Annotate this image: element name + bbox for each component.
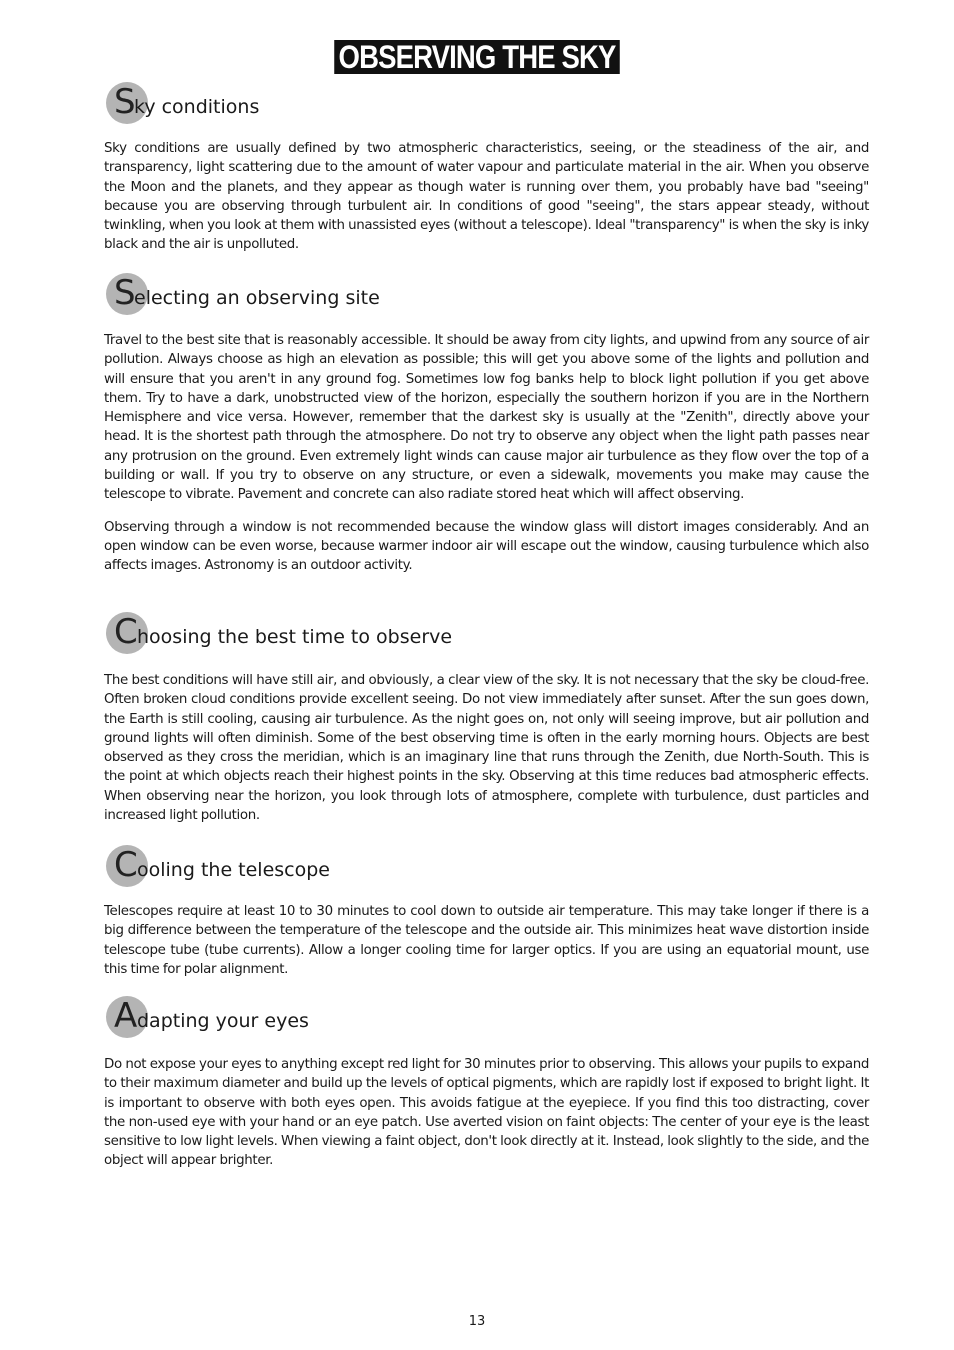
- page-title-wrap: [0, 40, 954, 74]
- page-number: 13: [468, 1314, 486, 1329]
- section-heading: [104, 82, 869, 126]
- heading-text: electing an observing site: [134, 287, 380, 309]
- paragraph: The best conditions will have still air, and obviously, a clear view of the sky. It is not necessary that the sky be cloud-free. Often broken cloud conditions provide excellent seeing. Do not view immediately after sunset. After the sun goes down, the Earth is still cooling, causing air turbulence. As the night goes on, not only will seeing improve, but air pollution and ground lights will often diminish. Some of the best observing time is often in the early morning hours. Objects are best observed as they cross the meridian, which is an imaginary line that runs through the Zenith, due North-South. This is the point at which objects reach their highest points in the sky. Observing at this time reduces bad atmospheric effects. When observing near the horizon, you look through lots of atmosphere, complete with turbulence, dust particles and increased light pollution.: [104, 673, 869, 824]
- paragraph: Travel to the best site that is reasonably accessible. It should be away from city lights, and upwind from any source of air pollution. Always choose as high an elevation as possible; this will get you above some of the lights and pollution and will ensure that you aren't in any ground fog. Sometimes low fog banks help to block light pollution if you get above them. Try to have a dark, unobstructed view of the horizon, especially the southern horizon if you are in the Northern Hemisphere and vice versa. However, remember that the darkest sky is usually at the "Zenith", directly above your head. It is the shortest path through the atmosphere. Do not try to observe any object when the light path passes near any protrusion on the ground. Even extremely light winds can cause major air turbulence as they flow over the top of a building or wall. If you try to observe on any structure, or even a sidewalk, movements you make may cause the telescope to vibrate. Pavement and concrete can also radiate stored heat which will affect observing.: [104, 333, 869, 503]
- heading-initial: C: [114, 612, 138, 652]
- section-best-time: [104, 612, 869, 838]
- heading-text: ooling the telescope: [137, 859, 330, 881]
- section-selecting-site: [104, 273, 869, 589]
- section-heading: [104, 845, 869, 889]
- paragraph: Sky conditions are usually defined by two atmospheric characteristics, seeing, or the steadiness of the air, and transparency, light scattering due to the amount of water vapour and particulate material in the air. When you observe the Moon and the planets, and they appear as though water is running over them, you probably have bad "seeing" because you are observing through turbulent air. In conditions of good "seeing", the stars appear steady, without twinkling, when you look at them with unassisted eyes (without a telescope). Ideal "transparency" is when the sky is inky black and the air is unpolluted.: [104, 141, 869, 253]
- section-heading: [104, 612, 869, 656]
- heading-initial: C: [114, 845, 138, 885]
- paragraph: Telescopes require at least 10 to 30 minutes to cool down to outside air temperature. This may take longer if there is a big difference between the temperature of the telescope and the outside air. This minimizes heat wave distortion inside telescope tube (tube currents). Allow a longer cooling time for larger optics. If you are using an equatorial mount, use this time for polar alignment.: [104, 904, 869, 977]
- section-adapting-eyes: [104, 996, 869, 1184]
- heading-initial: A: [114, 996, 138, 1036]
- paragraph: Observing through a window is not recommended because the window glass will distort images considerably. And an open window can be even worse, because warmer indoor air will escape out the window, causing turbulence which also affects images. Astronomy is an outdoor activity.: [104, 519, 869, 574]
- section-heading: [104, 273, 869, 317]
- heading-initial: S: [114, 273, 136, 313]
- heading-initial: S: [114, 82, 136, 122]
- heading-text: ky conditions: [134, 96, 260, 118]
- paragraph: Do not expose your eyes to anything except red light for 30 minutes prior to observing. This allows your pupils to expand to their maximum diameter and build up the levels of optical pigments, which are rapidly lost if exposed to bright light. It is important to observe with both eyes open. This avoids fatigue at the eyepiece. If you find this too distracting, cover the non-used eye with your hand or an eye patch. Use averted vision on faint objects: The center of your eye is the least sensitive to low light levels. When viewing a faint object, don't look directly at it. Instead, look slightly to the side, and the object will appear brighter.: [104, 1057, 869, 1169]
- section-heading: [104, 996, 869, 1040]
- heading-text: hoosing the best time to observe: [137, 626, 453, 648]
- page-title: OBSERVING THE SKY: [334, 40, 620, 74]
- section-cooling: [104, 845, 869, 992]
- section-sky-conditions: [104, 82, 869, 268]
- heading-text: dapting your eyes: [137, 1010, 309, 1032]
